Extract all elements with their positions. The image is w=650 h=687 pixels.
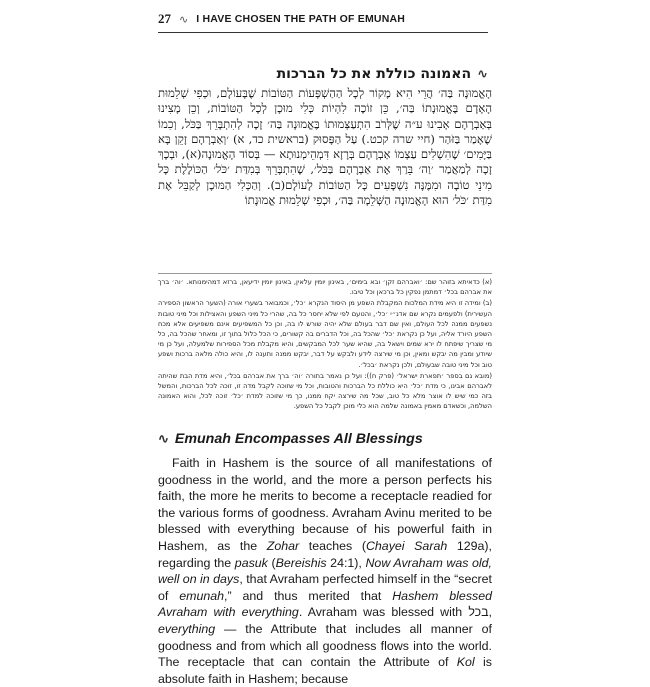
wave-ornament-icon: ∿: [477, 66, 488, 82]
header-rule: [158, 32, 488, 33]
running-title: I HAVE CHOSEN THE PATH OF EMUNAH: [196, 13, 406, 25]
english-paragraph: Faith in Hashem is the source of all manifestations of goodness in the world, and the more a person perfects his faith, the more he merits to become a receptacle readied for the various forms of goodness. Avraham Avinu merited to be blessed with everything because of his powerful faith in Hashem, as the Zohar teaches (Chayei Sarah 129a), regarding the pasuk (Bereishis 24:1), Now Avraham was old, well on in days, that Avraham perfected himself in the “secret of emunah,” and thus merited that Hashem blessed Avraham with everything. Avraham was blessed with בכל, everything — the Attribute that includes all manner of goodness and from which all goodness flows into the world. The receptacle that can contain the Attribute of Kol is absolute faith in Hashem; because: [158, 456, 492, 686]
footnote-rule: [158, 273, 492, 274]
running-header: [158, 11, 488, 27]
hebrew-body: [158, 86, 492, 208]
footnote-a: (א) כדאיתא בזוהר שם: ׳ואברהם זקן׳ ובא בימים׳, באינון יומין עלאין, באינון יומין ידיעאן, ברזא דמהימנותא. ׳וה׳ ברך את אברהם בכל׳ דמתמן נפקין כל ברכאן וכל טיבו.: [158, 278, 492, 297]
english-heading-text: Emunah Encompasses All Blessings: [174, 431, 423, 447]
english-section-heading: [158, 431, 423, 447]
hebrew-heading-text: האמונה כוללת את כל הברכות: [276, 66, 472, 82]
footnotes: [158, 277, 492, 413]
hebrew-section-heading: [277, 66, 488, 82]
footnote-b: (ב) ומידה זו היא מידת המלכות המקבלת השפע מן היסוד הנקרא ׳כל׳, וכמבואר בשערי אורה (השער הראשון הספירה העשירית) ולפעמים נקרא שם אדנ״י ׳כל׳, והטעם לפי שלא יחסר כל בה, שהרי כל מיני השפע והאצילות וכל מיני טובות נשפעים ממנה לכל העולם, ואין שם דבר בעולם שלא יהיה שורש לו בה, וכן כל המשפיעים אינם משפיעים אלא מכח השפע היורד אליה, ועל כן נקראת ׳כל׳ שהכל בה, וכל הדברים בה קשורים, כי הכל כלול בתוך זו, ומאחר שהכל בה, כל מי שצריך שיפתח לו ירא שמים וישאל בה, שהיא שער לכל המבקשים, והיא מקבלת מכל הספירות שלמעלה, ועל כן מי שיודע ומבין מה יבקש ומאין, וכן מי שירצה לידע ולבקש על דבר, יבקש ממנה ותענה לו, והיא כולה מלאה ברכות ושפע טוב וכל מיני טובה שבעולם, ולכן נקראת ׳בכל׳.: [158, 299, 492, 369]
english-body: [158, 455, 492, 687]
hebrew-paragraph: הָאֱמוּנָה בַּה׳ הֲרֵי הִיא מָקוֹר לְכָל הַהַשְׁפָּעוֹת הַטּוֹבוֹת שֶׁבָּעוֹלָם, וּכְפִי שְׁלֵמוּת הָאָדָם בֶּאֱמוּנָתוֹ בַּה׳, כֵּן זוֹכֶה לִהְיוֹת כְּלִי מוּכָן לְכָל הַטּוֹבוֹת, וְכֵן מָצִינוּ בְּאַבְרָהָם אָבִינוּ ע״ה שֶׁלְּרֹב הִתְעַצְּמוּתוֹ בֶּאֱמוּנָה בַּה׳ זָכָה לְהִתְבָּרֵךְ בַּכֹּל, וְכִמוֹ שֶׁאָמַר בַּזֹּהַר (חיי שרה קכט.) עַל הַפָּסוּק (בראשית כד, א) ׳וְאַבְרָהָם זָקֵן בָּא בַּיָּמִים׳ שֶׁהִשְׁלִים עַצְמוֹ אַבְרָהָם בְּרָזָא דִּמְהֵימְנוּתָא — בְּסוֹד הָאֱמוּנָה(א), וּבְכָךְ זָכָה לְמַאֲמַר ׳וַה׳ בֵּרַךְ אֶת אַבְרָהָם בַּכֹּל׳, שֶׁהִתְבָּרֵךְ בְּמִדַּת ׳כֹּל׳ הַכּוֹלֶלֶת כָּל מִינֵי טוֹבָה וּמִמֶּנָּה נִשְׁפָּעִים כָּל הַטּוֹבוֹת לָעוֹלָם(ב). וְהַכְּלִי הַמּוּכָן לְקַבֵּל אֶת מִדַּת ׳כֹּל׳ הוּא הָאֱמוּנָה הַשְּׁלֵמָה בַּה׳, וּכְפִי שְׁלֵמוּת אֱמוּנָתוֹ: [158, 86, 492, 208]
wave-ornament-icon: ∿: [158, 431, 169, 446]
page-number: 27: [158, 11, 171, 26]
footnote-c: (מובא גם בספר ׳תפארת ישראל׳ (פרק ח)): ועל כן נאמר בתורה ׳וה׳ ברך את אברהם בכל׳, והיא מדת הבת שהיתה לאברהם אבינו, כי מדת ׳כל׳ היא כוללת כל הברכות והטובות, וכל מי שזוכה לקבל מדה זו, זוכה לכל הברכות, והמשל בזה כמי שיש לו אוצר מלא כל טוב, שכל מה שירצה יקח ממנו, כך מי שזוכה למדת ׳כל׳ זוכה לכל, והוא האמונה השלמה, וכשאדם מאמין באמונה שלמה הוא כלי מוכן לקבל כל השפע.: [158, 371, 492, 411]
wave-ornament-icon: ∿: [179, 13, 189, 26]
